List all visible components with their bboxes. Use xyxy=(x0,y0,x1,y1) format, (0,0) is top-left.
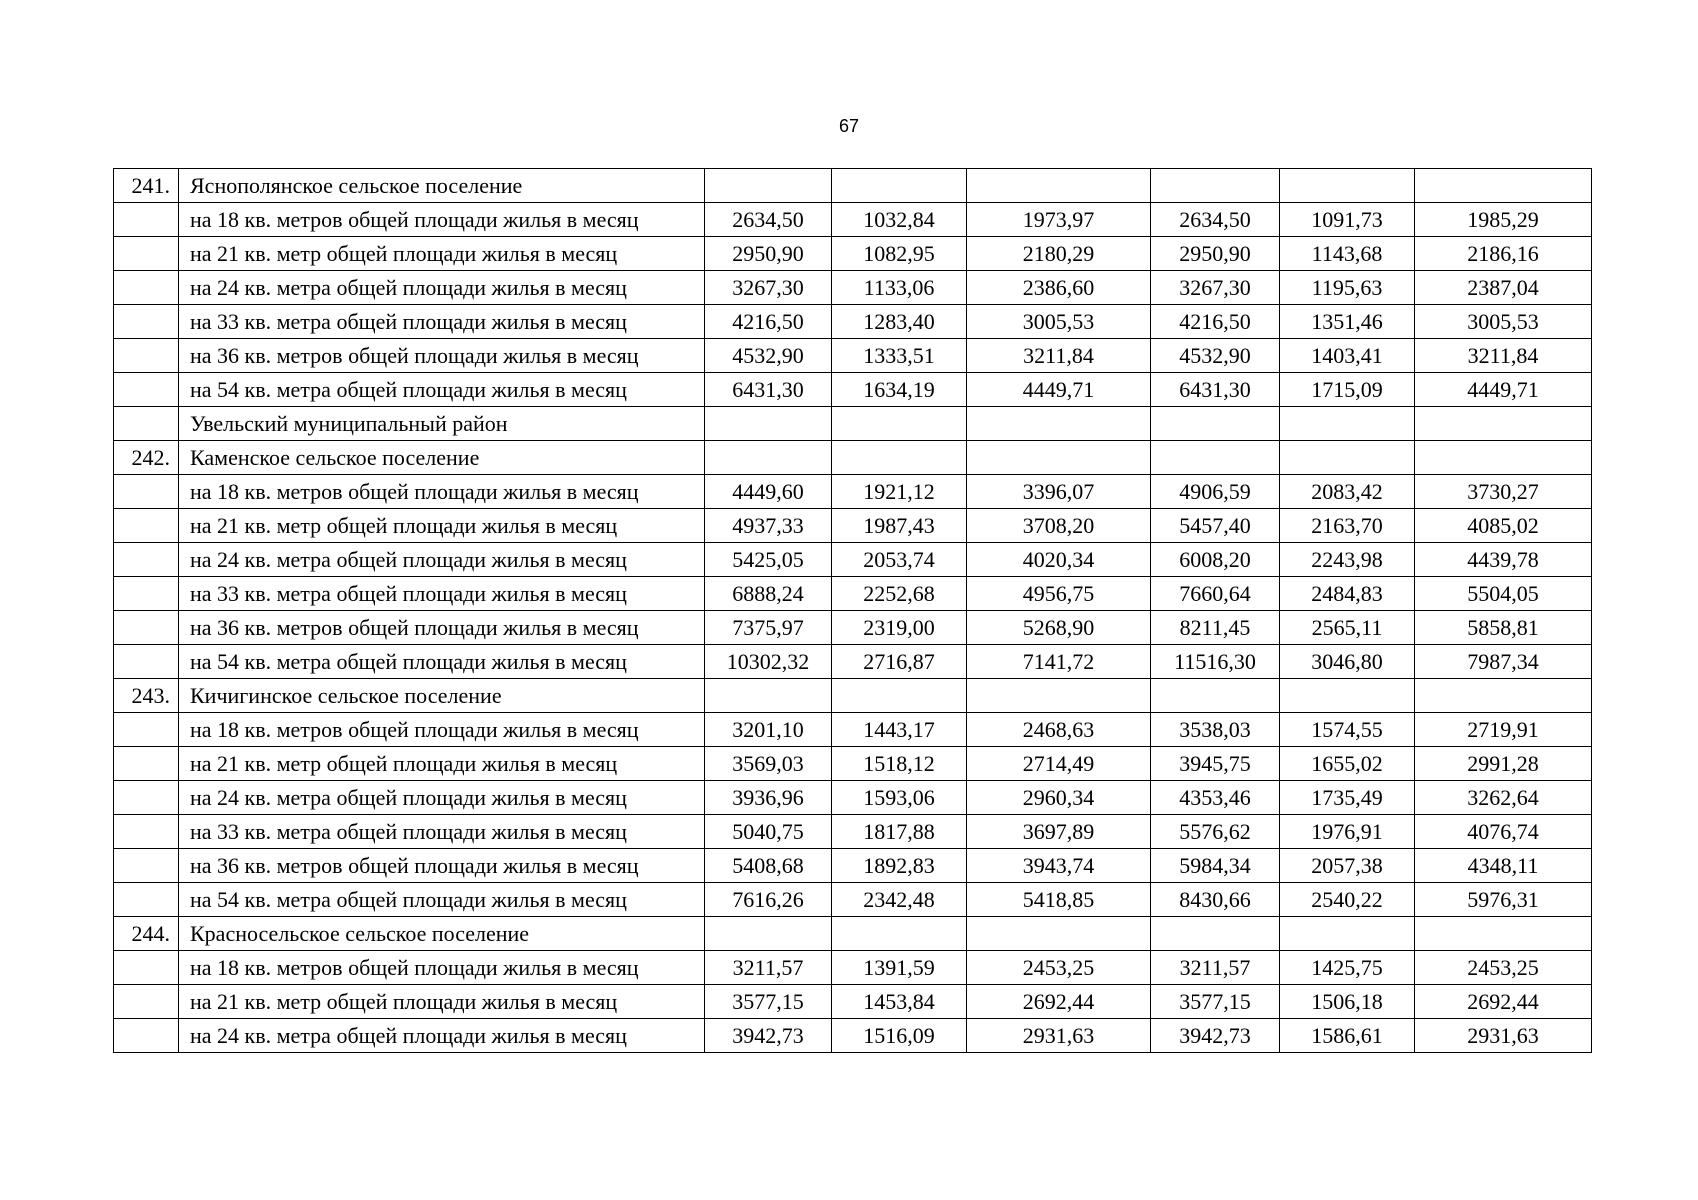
value-cell xyxy=(967,441,1151,475)
value-cell: 1985,29 xyxy=(1415,203,1592,237)
value-cell: 2083,42 xyxy=(1280,475,1415,509)
value-cell: 5504,05 xyxy=(1415,577,1592,611)
value-cell xyxy=(1151,679,1280,713)
value-cell: 1351,46 xyxy=(1280,305,1415,339)
value-cell: 1333,51 xyxy=(832,339,967,373)
row-number xyxy=(114,985,179,1019)
row-label: на 36 кв. метров общей площади жилья в месяц xyxy=(179,611,705,645)
table-row xyxy=(114,1019,1592,1053)
value-cell: 4937,33 xyxy=(705,509,832,543)
value-cell: 1403,41 xyxy=(1280,339,1415,373)
row-label: на 18 кв. метров общей площади жилья в месяц xyxy=(179,475,705,509)
row-label: на 33 кв. метра общей площади жилья в месяц xyxy=(179,305,705,339)
value-cell xyxy=(705,917,832,951)
value-cell: 7141,72 xyxy=(967,645,1151,679)
page-number: 67 xyxy=(838,116,860,136)
value-cell: 8430,66 xyxy=(1151,883,1280,917)
value-cell: 3569,03 xyxy=(705,747,832,781)
value-cell: 2057,38 xyxy=(1280,849,1415,883)
value-cell: 2719,91 xyxy=(1415,713,1592,747)
table-row xyxy=(114,951,1592,985)
value-cell xyxy=(1151,917,1280,951)
table-body xyxy=(114,169,1592,1053)
row-label: Красносельское сельское поселение xyxy=(179,917,705,951)
row-number xyxy=(114,237,179,271)
value-cell: 3005,53 xyxy=(1415,305,1592,339)
value-cell xyxy=(705,679,832,713)
value-cell: 1593,06 xyxy=(832,781,967,815)
value-cell xyxy=(1280,407,1415,441)
value-cell: 2714,49 xyxy=(967,747,1151,781)
value-cell: 6008,20 xyxy=(1151,543,1280,577)
value-cell xyxy=(1415,441,1592,475)
value-cell: 2716,87 xyxy=(832,645,967,679)
value-cell: 1506,18 xyxy=(1280,985,1415,1019)
value-cell: 2053,74 xyxy=(832,543,967,577)
value-cell: 2634,50 xyxy=(705,203,832,237)
value-cell: 11516,30 xyxy=(1151,645,1280,679)
value-cell: 3730,27 xyxy=(1415,475,1592,509)
value-cell: 5976,31 xyxy=(1415,883,1592,917)
value-cell: 3945,75 xyxy=(1151,747,1280,781)
value-cell: 3697,89 xyxy=(967,815,1151,849)
row-number xyxy=(114,305,179,339)
table-row xyxy=(114,747,1592,781)
value-cell: 2484,83 xyxy=(1280,577,1415,611)
value-cell: 1195,63 xyxy=(1280,271,1415,305)
row-number xyxy=(114,611,179,645)
value-cell: 1586,61 xyxy=(1280,1019,1415,1053)
value-cell xyxy=(1415,169,1592,203)
value-cell: 1391,59 xyxy=(832,951,967,985)
row-label: на 18 кв. метров общей площади жилья в месяц xyxy=(179,203,705,237)
table-row xyxy=(114,849,1592,883)
value-cell: 3201,10 xyxy=(705,713,832,747)
row-number xyxy=(114,475,179,509)
value-cell: 3942,73 xyxy=(1151,1019,1280,1053)
value-cell: 7375,97 xyxy=(705,611,832,645)
value-cell: 1143,68 xyxy=(1280,237,1415,271)
row-label: Каменское сельское поселение xyxy=(179,441,705,475)
row-number xyxy=(114,781,179,815)
table-row xyxy=(114,917,1592,951)
row-number xyxy=(114,577,179,611)
value-cell: 5425,05 xyxy=(705,543,832,577)
value-cell: 2453,25 xyxy=(967,951,1151,985)
value-cell xyxy=(832,679,967,713)
value-cell: 4216,50 xyxy=(705,305,832,339)
row-label: на 24 кв. метра общей площади жилья в месяц xyxy=(179,1019,705,1053)
row-number xyxy=(114,883,179,917)
table-row xyxy=(114,985,1592,1019)
value-cell: 1032,84 xyxy=(832,203,967,237)
value-cell xyxy=(967,169,1151,203)
value-cell: 1574,55 xyxy=(1280,713,1415,747)
value-cell: 2342,48 xyxy=(832,883,967,917)
value-cell: 2252,68 xyxy=(832,577,967,611)
value-cell xyxy=(832,407,967,441)
value-cell: 4353,46 xyxy=(1151,781,1280,815)
value-cell: 5457,40 xyxy=(1151,509,1280,543)
value-cell: 2931,63 xyxy=(1415,1019,1592,1053)
value-cell: 3211,57 xyxy=(1151,951,1280,985)
value-cell xyxy=(1151,407,1280,441)
value-cell: 2387,04 xyxy=(1415,271,1592,305)
value-cell xyxy=(1415,917,1592,951)
value-cell: 2180,29 xyxy=(967,237,1151,271)
row-label: Кичигинское сельское поселение xyxy=(179,679,705,713)
value-cell xyxy=(705,169,832,203)
value-cell: 1817,88 xyxy=(832,815,967,849)
row-number: 241. xyxy=(114,169,179,203)
value-cell: 1425,75 xyxy=(1280,951,1415,985)
row-number xyxy=(114,951,179,985)
value-cell: 1735,49 xyxy=(1280,781,1415,815)
value-cell: 1283,40 xyxy=(832,305,967,339)
value-cell xyxy=(832,441,967,475)
value-cell: 1921,12 xyxy=(832,475,967,509)
row-number xyxy=(114,339,179,373)
value-cell xyxy=(967,679,1151,713)
value-cell: 2243,98 xyxy=(1280,543,1415,577)
row-label: на 33 кв. метра общей площади жилья в месяц xyxy=(179,815,705,849)
value-cell xyxy=(1415,407,1592,441)
row-label: на 36 кв. метров общей площади жилья в месяц xyxy=(179,339,705,373)
value-cell xyxy=(1280,917,1415,951)
value-cell xyxy=(1151,169,1280,203)
value-cell: 3211,84 xyxy=(1415,339,1592,373)
value-cell: 3708,20 xyxy=(967,509,1151,543)
table-row xyxy=(114,169,1592,203)
value-cell xyxy=(1280,169,1415,203)
value-cell: 3538,03 xyxy=(1151,713,1280,747)
value-cell: 4085,02 xyxy=(1415,509,1592,543)
value-cell: 6888,24 xyxy=(705,577,832,611)
value-cell: 4449,60 xyxy=(705,475,832,509)
table-row xyxy=(114,373,1592,407)
value-cell xyxy=(832,169,967,203)
value-cell: 7987,34 xyxy=(1415,645,1592,679)
row-label: на 21 кв. метр общей площади жилья в месяц xyxy=(179,985,705,1019)
value-cell: 3046,80 xyxy=(1280,645,1415,679)
value-cell: 1082,95 xyxy=(832,237,967,271)
table-row xyxy=(114,611,1592,645)
row-label: на 24 кв. метра общей площади жилья в месяц xyxy=(179,271,705,305)
table-row xyxy=(114,305,1592,339)
value-cell: 1976,91 xyxy=(1280,815,1415,849)
value-cell: 1091,73 xyxy=(1280,203,1415,237)
table-row xyxy=(114,679,1592,713)
table-row xyxy=(114,815,1592,849)
row-label: на 54 кв. метра общей площади жилья в месяц xyxy=(179,645,705,679)
row-label: на 24 кв. метра общей площади жилья в месяц xyxy=(179,543,705,577)
value-cell: 2960,34 xyxy=(967,781,1151,815)
table-row xyxy=(114,203,1592,237)
row-number xyxy=(114,747,179,781)
table-row xyxy=(114,883,1592,917)
row-number xyxy=(114,713,179,747)
row-number xyxy=(114,543,179,577)
row-number xyxy=(114,271,179,305)
value-cell: 1892,83 xyxy=(832,849,967,883)
value-cell xyxy=(1280,441,1415,475)
table-row xyxy=(114,475,1592,509)
row-label: на 24 кв. метра общей площади жилья в месяц xyxy=(179,781,705,815)
table-row xyxy=(114,237,1592,271)
value-cell xyxy=(705,441,832,475)
value-cell xyxy=(967,407,1151,441)
table-row xyxy=(114,781,1592,815)
row-number xyxy=(114,1019,179,1053)
value-cell: 5268,90 xyxy=(967,611,1151,645)
row-label: на 54 кв. метра общей площади жилья в месяц xyxy=(179,373,705,407)
value-cell: 5576,62 xyxy=(1151,815,1280,849)
value-cell: 4956,75 xyxy=(967,577,1151,611)
value-cell: 3936,96 xyxy=(705,781,832,815)
row-label: на 21 кв. метр общей площади жилья в месяц xyxy=(179,747,705,781)
row-label: на 33 кв. метра общей площади жилья в месяц xyxy=(179,577,705,611)
tariff-table xyxy=(113,168,1592,1053)
table-row xyxy=(114,543,1592,577)
row-label: на 18 кв. метров общей площади жилья в месяц xyxy=(179,951,705,985)
value-cell: 1516,09 xyxy=(832,1019,967,1053)
value-cell: 2991,28 xyxy=(1415,747,1592,781)
table-row xyxy=(114,509,1592,543)
value-cell: 3396,07 xyxy=(967,475,1151,509)
table-row xyxy=(114,645,1592,679)
value-cell: 4020,34 xyxy=(967,543,1151,577)
value-cell xyxy=(967,917,1151,951)
value-cell: 1715,09 xyxy=(1280,373,1415,407)
value-cell: 2186,16 xyxy=(1415,237,1592,271)
value-cell: 2950,90 xyxy=(1151,237,1280,271)
table-row xyxy=(114,713,1592,747)
row-number xyxy=(114,407,179,441)
value-cell: 4216,50 xyxy=(1151,305,1280,339)
row-label: Яснополянское сельское поселение xyxy=(179,169,705,203)
row-label: на 18 кв. метров общей площади жилья в месяц xyxy=(179,713,705,747)
value-cell: 4076,74 xyxy=(1415,815,1592,849)
value-cell: 5858,81 xyxy=(1415,611,1592,645)
table-row xyxy=(114,271,1592,305)
value-cell xyxy=(1151,441,1280,475)
value-cell: 3267,30 xyxy=(1151,271,1280,305)
value-cell: 3942,73 xyxy=(705,1019,832,1053)
value-cell: 2468,63 xyxy=(967,713,1151,747)
value-cell xyxy=(1280,679,1415,713)
value-cell: 3005,53 xyxy=(967,305,1151,339)
value-cell: 2950,90 xyxy=(705,237,832,271)
value-cell: 8211,45 xyxy=(1151,611,1280,645)
row-label: Увельский муниципальный район xyxy=(179,407,705,441)
value-cell: 3211,57 xyxy=(705,951,832,985)
row-label: на 21 кв. метр общей площади жилья в месяц xyxy=(179,237,705,271)
value-cell: 1655,02 xyxy=(1280,747,1415,781)
value-cell: 2692,44 xyxy=(1415,985,1592,1019)
value-cell xyxy=(832,917,967,951)
value-cell: 6431,30 xyxy=(1151,373,1280,407)
row-number xyxy=(114,203,179,237)
row-number: 243. xyxy=(114,679,179,713)
row-number: 244. xyxy=(114,917,179,951)
value-cell xyxy=(1415,679,1592,713)
value-cell: 1987,43 xyxy=(832,509,967,543)
value-cell: 4906,59 xyxy=(1151,475,1280,509)
value-cell: 5418,85 xyxy=(967,883,1151,917)
value-cell: 4348,11 xyxy=(1415,849,1592,883)
value-cell: 3943,74 xyxy=(967,849,1151,883)
row-number xyxy=(114,815,179,849)
value-cell: 3211,84 xyxy=(967,339,1151,373)
value-cell: 6431,30 xyxy=(705,373,832,407)
row-number xyxy=(114,373,179,407)
value-cell: 2319,00 xyxy=(832,611,967,645)
value-cell: 4449,71 xyxy=(967,373,1151,407)
value-cell: 1973,97 xyxy=(967,203,1151,237)
value-cell: 4532,90 xyxy=(705,339,832,373)
value-cell: 5408,68 xyxy=(705,849,832,883)
row-label: на 21 кв. метр общей площади жилья в месяц xyxy=(179,509,705,543)
value-cell: 4439,78 xyxy=(1415,543,1592,577)
value-cell: 10302,32 xyxy=(705,645,832,679)
table-row xyxy=(114,407,1592,441)
value-cell: 1518,12 xyxy=(832,747,967,781)
value-cell: 2634,50 xyxy=(1151,203,1280,237)
value-cell: 2931,63 xyxy=(967,1019,1151,1053)
row-number xyxy=(114,849,179,883)
value-cell: 3262,64 xyxy=(1415,781,1592,815)
value-cell: 5984,34 xyxy=(1151,849,1280,883)
row-number: 242. xyxy=(114,441,179,475)
value-cell: 4449,71 xyxy=(1415,373,1592,407)
value-cell: 2565,11 xyxy=(1280,611,1415,645)
table-row xyxy=(114,339,1592,373)
value-cell: 2540,22 xyxy=(1280,883,1415,917)
value-cell: 1453,84 xyxy=(832,985,967,1019)
row-label: на 54 кв. метра общей площади жилья в месяц xyxy=(179,883,705,917)
value-cell: 1133,06 xyxy=(832,271,967,305)
value-cell: 3577,15 xyxy=(1151,985,1280,1019)
table-row xyxy=(114,577,1592,611)
value-cell: 1443,17 xyxy=(832,713,967,747)
value-cell: 2453,25 xyxy=(1415,951,1592,985)
value-cell xyxy=(705,407,832,441)
value-cell: 2692,44 xyxy=(967,985,1151,1019)
value-cell: 7616,26 xyxy=(705,883,832,917)
value-cell: 7660,64 xyxy=(1151,577,1280,611)
row-label: на 36 кв. метров общей площади жилья в месяц xyxy=(179,849,705,883)
value-cell: 5040,75 xyxy=(705,815,832,849)
table-row xyxy=(114,441,1592,475)
row-number xyxy=(114,509,179,543)
value-cell: 2386,60 xyxy=(967,271,1151,305)
row-number xyxy=(114,645,179,679)
value-cell: 4532,90 xyxy=(1151,339,1280,373)
value-cell: 1634,19 xyxy=(832,373,967,407)
value-cell: 3267,30 xyxy=(705,271,832,305)
value-cell: 3577,15 xyxy=(705,985,832,1019)
value-cell: 2163,70 xyxy=(1280,509,1415,543)
